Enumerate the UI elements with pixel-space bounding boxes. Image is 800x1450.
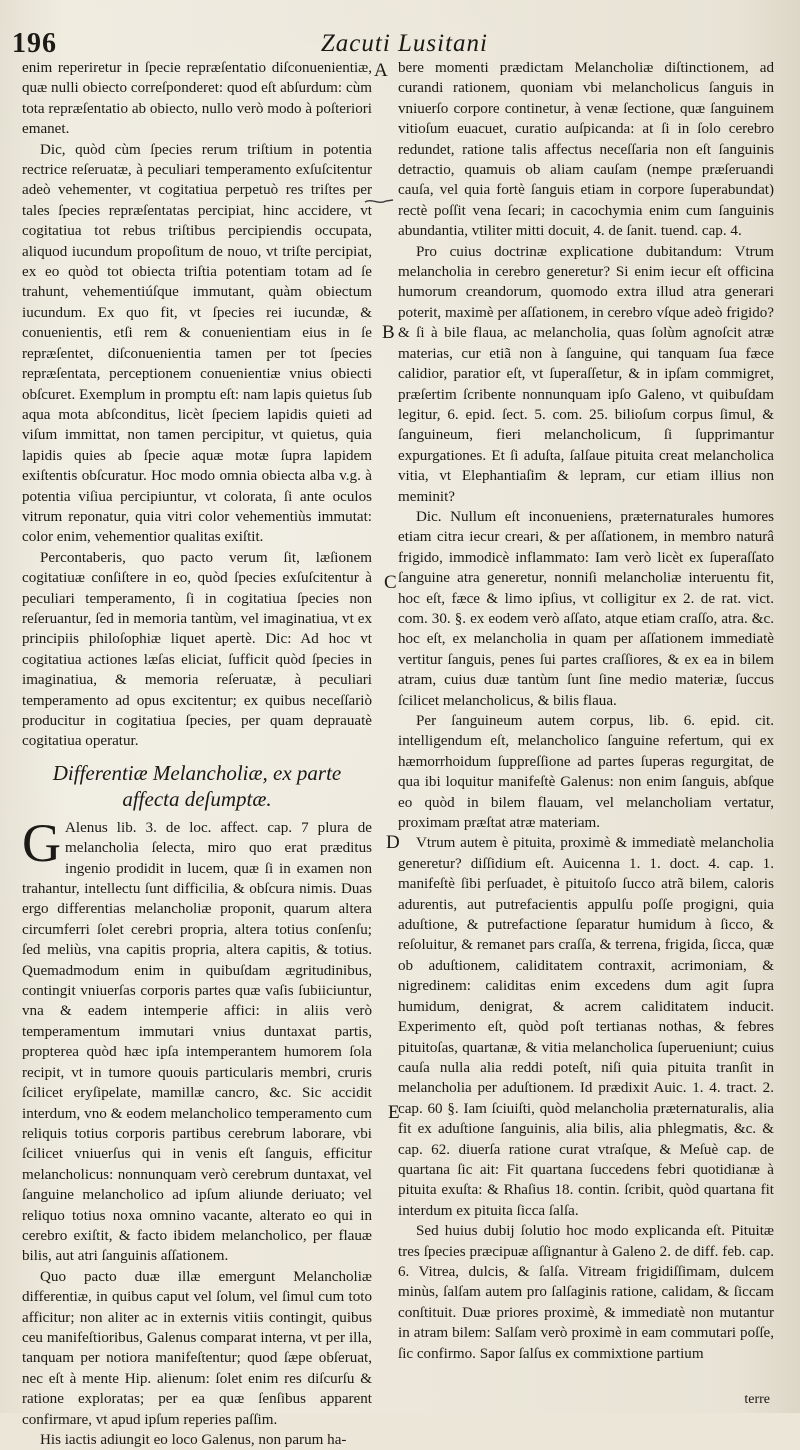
margin-letter-e: E xyxy=(388,1102,400,1123)
paragraph: Dic, quòd cùm ſpecies rerum triſtium in potentia rectrice reſeruatæ, à peculiari temperamento exſuſcitentur adeò vehementer, vt cogitatiua perpetuò res triſtes per tales ſpecies repræſentatas percipiat, hinc accidere, vt cogitatiua tot rebus triſtibus percipiendis occupata, aliquod iucundum propoſitum de nouo, vt triſte percipiat, ex eo quòd tot obiecta triſtia potentiam totam ad ſe trahunt, vehementiúſque immutant, quàm obiectum iucundum. Ex quo fit, vt ſpecies rei iucundæ, & conuenientis, etſi rem & conuenientiam eius in ſe repræſentet, diſconuenientia tamen per tot ſpecies repræſentata, perceptionem conuenientiæ vnius obiecti obſcuret. Exemplum in promptu eſt: nam lapis quietus ſub aqua mota abſconditus, licèt ſpeciem lapidis quieti ad viſum immittat, non tamen percipitur, vt quietus, quia lapidis quies ab ſpecie aquæ motæ ſupra lapidem exiſtentis obſcuratur. Hoc modo omnia obiecta alba v.g. à potentia viſiua percipiuntur, vt colorata, ſi ante oculos vitrum reponatur, quia vitri color vehementiùs immutat: color enim, vehementior qualitas exiſtit. xyxy=(22,141,372,546)
paragraph-with-dropcap xyxy=(22,812,372,1267)
drop-cap: G xyxy=(22,812,61,873)
paragraph: Percontaberis, quo pacto verum ſit, læſionem cogitatiuæ conſiſtere in eo, quòd ſpecies exſuſcitentur à peculiari temperamento, ſi in cogitatiua ſpecies non reſeruantur, ſed in memoria tantùm, vel imaginatiua, vt ex principiis philoſophiæ liquet apertè. Dic: Ad hoc vt cogitatiua actiones læſas eliciat, ſufficit quòd ſpecies in imaginatiua, & memoria reſeruatæ, à peculiari temperamento ad opus excitentur; ex quibus neceſſariò producitur in cogitatiua ſpecies, per quam deprauatè cogitatiua operatur. xyxy=(22,549,372,750)
paragraph: bere momenti prædictam Melancholiæ diſtinctionem, ad curandi rationem, quoniam vbi melancholicus ſanguis in vniuerſo corpore continetur, à venæ ſectione, quæ ſanguinem vitioſum euacuet, curatio auſpicanda: at ſi in ſolo cerebro redundet, ratione talis affectus neceſſaria non eſt ſanguinis detractio, quamuis ob aliam cauſam (nempe præſeruandi cauſa, vel quia fortè ſanguis etiam in corpore ſuperabundat) rectè poſſit vena ſecari; in cacochymia enim cum ſanguinis abundantia, vtiliter mitti docuit, 4. de ſanit. tuend. cap. 4. xyxy=(398,60,774,240)
margin-letter-b: B xyxy=(382,322,395,343)
left-column xyxy=(22,58,372,1450)
paragraph: Pro cuius doctrinæ explicatione dubitandum: Vtrum melancholia in cerebro generetur? Si enim iecur eſt officina humorum creandorum, quomodo extra illud atra generari poterit, maximè per aſſationem, in cerebro vſque adeò frigido? & ſi à bile flaua, ac melancholia, quas ſolùm agnoſcit atræ materias, cur etiã non à ſanguine, qui tanquam ſua fæce calidior, paratior eſt, vt ſuperaſſetur, & in ipſam commigret, præſertim ſcribente nonnunquam ipſo Galeno, vt quibuſdam legitur, 6. epid. ſect. 5. com. 25. bilioſum corpus ſimul, & ſanguineum, fieri melancholicum, ſi ſupprimantur expurgationes. Et ſi aduſta, ſalſaue pituita creat melancholica vitia, vt Elephantiaſim & lepram, cur etiam illius non meminit? xyxy=(398,243,774,505)
paragraph: His iactis adiungit eo loco Galenus, non parum ha- xyxy=(40,1432,347,1448)
margin-letter-a: A xyxy=(374,60,388,81)
margin-letter-d: D xyxy=(386,832,400,853)
paragraph: enim reperiretur in ſpecie repræſentatio diſconuenientiæ, quæ nulli obiecto correſponderet: quod eſt abſurdum: cùm tota repræſentatio ab obiecto, nullo verò modo à poſteriori emanet. xyxy=(22,60,372,138)
paragraph: Per ſanguineum autem corpus, lib. 6. epid. cit. intelligendum eſt, melancholico ſanguine refertum, qui ex hæmorrhoidum ſuppreſſione ad partes ſuperas regurgitat, de qua ibi loquitur manifeſtè Galenus: non enim ſanguis, abſque eo quòd in bilem flauam, vel melancholiam vertatur, proximam præſtat atræ materiam. xyxy=(398,713,774,832)
catchword: terre xyxy=(744,1392,770,1407)
paragraph: Sed huius dubij ſolutio hoc modo explicanda eſt. Pituitæ tres ſpecies præcipuæ aſſignantur à Galeno 2. de diff. feb. cap. 6. Vitrea, dulcis, & ſalſa. Vitream frigidiſſimam, dulcem minùs, ſalſam autem pro ſalſaginis ratione, calidam, & ſiccam conſtituit. Duæ priores proximè, & immediatè non mutantur in atram bilem: Salſam verò proximè in eam commutari poſſe, ſic confirmo. Sapor ſalſus ex commixtione partium xyxy=(398,1223,774,1362)
margin-letter-c: C xyxy=(384,572,397,593)
section-heading: Differentiæ Melancholiæ, ex parte affecta deſumptæ. xyxy=(52,760,342,811)
paragraph-text: Alenus lib. 3. de loc. affect. cap. 7 plura de melancholia ſelecta, miro quo erat præditus ingenio prodidit in lucem, quæ ſi in examen non trahantur, intellectu ſunt difficilia, & obſcura nimis. Duas ergo differentias melancholiæ proponit, quarum altera circumferri ſolet cerebri propria, altera totius conſenſu; ſed meliùs, vna capitis propria, altera capitis, & totius. Quemadmodum enim in quibuſdam ægritudinibus, contingit vniuerſas corporis partes quæ vaſis ſubiiciuntur, vna & eadem intemperie affici: in aliis verò temperamentum immutari vnius duntaxat partis, propterea quòd hæc ipſa intemperantem humorem ſola recipit, vt in tumore quouis particularis membri, cruris ſcilicet eryſipelate, mamillæ cancro, &c. Sic accidit interdum, vno & eodem melancholico temperamento cum reliquis totius corporis partibus cerebrum laborare, vbi ſcilicet vniuerſus qui in venis eſt ſanguis, efficitur melancholicus: nonnunquam verò cerebrum duntaxat, vel ſanguine melancholico ad ipſum aliunde deriuato; vel reliquo totius noxa omnino vacante, alterato eo qui in cerebro exiſtit, & facto ibidem melancholico, per flauæ bilis, aut atri ſanguinis aſſationem. xyxy=(22,819,372,1265)
page-number: 196 xyxy=(12,28,57,59)
running-head: Zacuti Lusitani xyxy=(320,30,488,57)
paragraph: Dic. Nullum eſt inconueniens, præternaturales humores etiam citra iecur creari, & per aſſationem, in membro naturâ frigido, immodicè inflammato: Iam verò licèt ex ſuperaſſato ſanguine atra generetur, nonniſi melancholiæ interuentu fit, hoc eſt, fæce & limo ipſius, vt colligitur ex 2. de rat. vict. com. 30. §. ex eodem verò aſſato, atque etiam craſſo, atra. &c. hoc eſt, ex melancholia in quam per aſſationem immediatè vertitur ſanguis, penes ſui partes craſſiores, & ex ea in bilem atram, cuius duæ tantùm ſunt ſine medio materiæ, ſuccus ſcilicet melancholicus, & bilis flaua. xyxy=(398,508,774,709)
paragraph: Vtrum autem è pituita, proximè & immediatè melancholia generetur? diſſidium eſt. Auicenna 1. 1. doct. 4. cap. 1. manifeſtè ſibi perſuadet, è pituitoſo ſucco atrã bilem, caloris adurentis, aut putrefacientis appulſu poſſe progigni, quia aduſtione, & putrefactione ſeparatur humidum à ſicco, & reſoluitur, & remanet pars craſſa, & terrena, frigida, ſicca, quæ ob aduſtionem, caliditatem contraxit, acrimoniam, & nigredinem: caliditas enim excedens dum agit ſupra humidum, denigrat, & acrem caliditatem inducit. Experimento eſt, quòd poſt tertianas nothas, & febres pituitoſas, quartanæ, & vitia melancholica ſuperueniunt; cuius cauſa nulla alia reddi poteſt, niſi quia pituita tranſit in melancholia per aduſtionem. Id prædixit Auic. 1. 4. tract. 2. cap. 60 §. Iam ſciuiſti, quòd melancholia præternaturalis, alia fit ex aduſtione ſanguinis, alia bilis, alia phlegmatis, &c. & cap. 62. diuerſa ratione curat vtraſque, & Meſuè cap. de quartana ſic ait: Fit quartana ſuccedens febri quotidianæ à pituita exuſta: & Rhaſius 18. contin. ſcribit, quòd quartana fit interdum ex pituita ſicca ſalſa. xyxy=(398,835,774,1219)
paragraph: Quo pacto duæ illæ emergunt Melancholiæ differentiæ, in quibus caput vel ſolum, vel ſimul cum toto afficitur; non aliter ac in externis vitiis contingit, quibus ceu manifeſtioribus, Galenus comparat interna, vt per illa, tanquam per notiora manifeſtentur; quod ſæpe obſeruat, nec eſt à mente Hip. alienum: ſolet enim res diſcurſu & ratione exploratas; per ea quæ ſenſibus apparent confirmare, vt apud ipſum reperies paſſim. xyxy=(22,1268,372,1428)
right-column xyxy=(398,58,774,1364)
